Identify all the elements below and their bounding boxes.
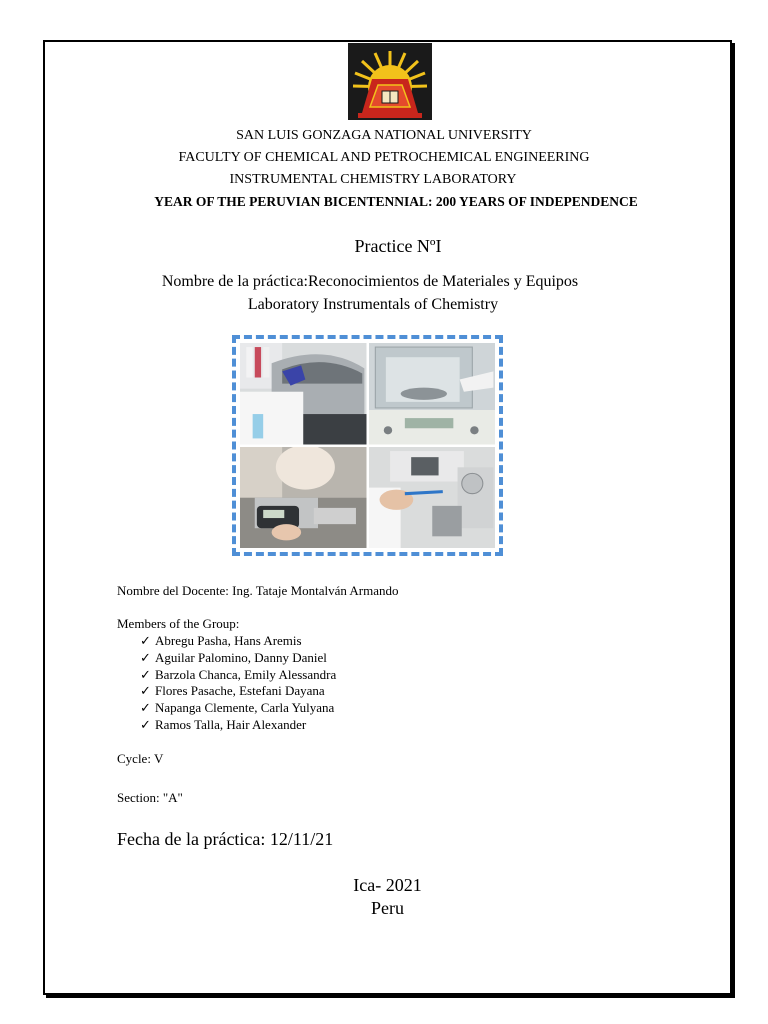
check-icon: ✓ (140, 633, 151, 648)
member-name: Barzola Chanca, Emily Alessandra (155, 666, 337, 682)
lab-name: INSTRUMENTAL CHEMISTRY LABORATORY (229, 172, 517, 187)
photo-ph-meter (240, 447, 367, 549)
photo-analytical-balance (369, 343, 496, 445)
practice-title: Practice NºI (354, 236, 442, 256)
check-icon: ✓ (140, 700, 151, 716)
member-item (140, 683, 336, 700)
cycle-label: Cycle: V (117, 751, 164, 766)
member-item (140, 717, 336, 734)
member-item (140, 667, 336, 684)
member-name: Abregu Pasha, Hans Aremis (155, 633, 302, 648)
practice-date: Fecha de la práctica: 12/11/21 (117, 829, 334, 849)
year-motto: YEAR OF THE PERUVIAN BICENTENNIAL: 200 YEARS OF INDEPENDENCE (154, 194, 638, 209)
place-year: Ica- 2021 (353, 875, 422, 895)
place-country: Peru (371, 898, 404, 918)
members-list (140, 633, 336, 734)
check-icon: ✓ (140, 666, 151, 682)
photo-spectrometer (240, 343, 367, 445)
member-item (140, 700, 336, 717)
check-icon: ✓ (140, 649, 151, 665)
section-label: Section: "A" (117, 790, 183, 805)
member-item (140, 633, 336, 650)
practice-name-line1: Nombre de la práctica:Reconocimientos de Materiales y Equipos (161, 273, 579, 290)
faculty-name: FACULTY OF CHEMICAL AND PETROCHEMICAL ENGINEERING (178, 150, 590, 165)
teacher-name: Nombre del Docente: Ing. Tataje Montalván Armando (117, 583, 399, 598)
members-heading: Members of the Group: (117, 616, 240, 631)
member-name: Napanga Clemente, Carla Yulyana (155, 700, 335, 716)
member-item (140, 650, 336, 667)
check-icon: ✓ (140, 683, 151, 699)
practice-name-line2: Laboratory Instrumentals of Chemistry (247, 296, 499, 313)
member-name: Aguilar Palomino, Danny Daniel (155, 649, 327, 665)
check-icon: ✓ (140, 716, 151, 732)
university-name: SAN LUIS GONZAGA NATIONAL UNIVERSITY (236, 128, 532, 143)
university-logo (348, 43, 432, 120)
member-name: Flores Pasache, Estefani Dayana (155, 683, 325, 699)
member-name: Ramos Talla, Hair Alexander (155, 716, 307, 732)
photo-micropipette (369, 447, 496, 549)
lab-equipment-photo (232, 335, 503, 556)
